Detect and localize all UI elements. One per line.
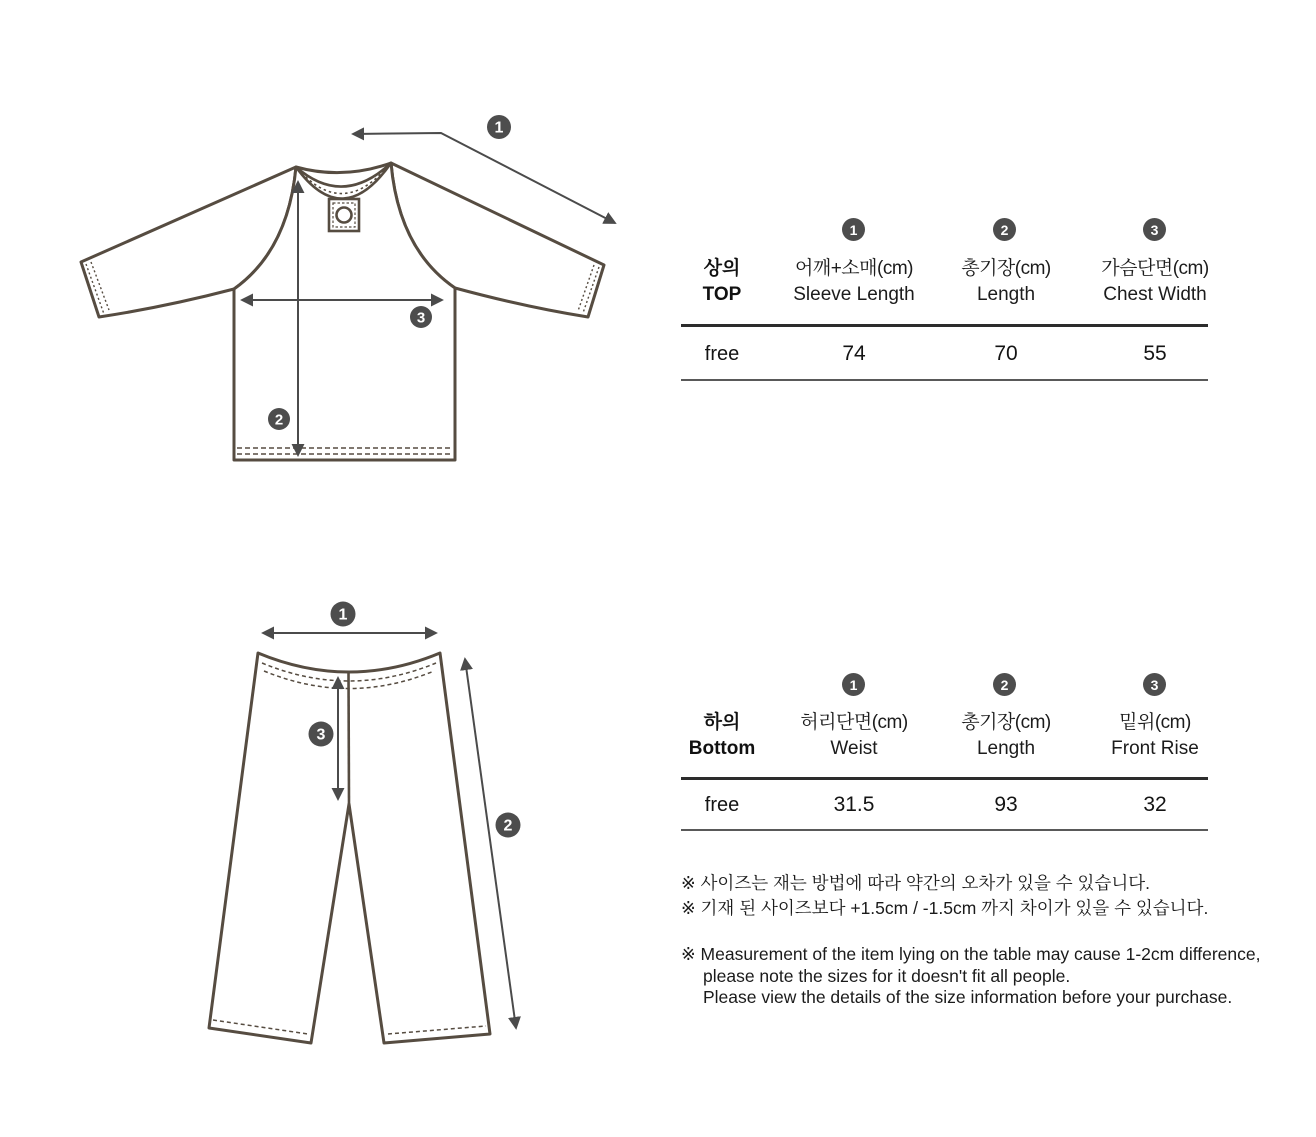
top-size-label: free <box>704 343 740 365</box>
bottom-col2-badge: 2 <box>993 673 1016 696</box>
pants-badge-3 <box>309 722 334 747</box>
svg-text:2: 2 <box>274 411 284 429</box>
bottom-col2-header: 총기장(cm) Length <box>961 712 1051 759</box>
note-en-2: please note the sizes for it doesn't fit all people. <box>703 966 1071 986</box>
top-col3-badge: 3 <box>1143 218 1166 241</box>
svg-text:3: 3 <box>416 309 426 327</box>
top-col2-badge: 2 <box>993 218 1016 241</box>
note-en-3: Please view the details of the size information before your purchase. <box>703 987 1233 1007</box>
bottom-row-label-en: Bottom <box>688 738 756 759</box>
shirt-badge-2 <box>268 408 290 430</box>
note-ko-2: ※ 기재 된 사이즈보다 +1.5cm / -1.5cm 까지 차이가 있을 수 있습니다. <box>681 898 1209 918</box>
bottom-col3-badge: 3 <box>1143 673 1166 696</box>
bottom-garment-diagram <box>0 560 660 1120</box>
bottom-value-3: 32 <box>1143 793 1167 816</box>
shirt-button <box>337 208 352 223</box>
svg-text:3: 3 <box>316 726 326 744</box>
bottom-col1-header: 허리단면(cm) Weist <box>800 712 908 759</box>
top-value-3: 55 <box>1143 342 1167 365</box>
top-col1-header: 어깨+소매(cm) Sleeve Length <box>793 258 915 305</box>
bottom-value-1: 31.5 <box>833 793 875 816</box>
bottom-size-label: free <box>704 794 740 816</box>
top-col2-header: 총기장(cm) Length <box>961 258 1051 305</box>
top-table-rule-bottom <box>681 379 1208 381</box>
note-ko-1: ※ 사이즈는 재는 방법에 따라 약간의 오차가 있을 수 있습니다. <box>681 873 1151 893</box>
svg-text:2: 2 <box>503 817 513 835</box>
top-table-rule-top <box>681 324 1208 327</box>
top-garment-diagram <box>0 0 660 560</box>
top-col3-header: 가슴단면(cm) Chest Width <box>1101 258 1209 305</box>
bottom-value-2: 93 <box>994 793 1018 816</box>
top-row-label-ko: 상의 <box>703 258 741 279</box>
shirt-badge-1 <box>487 115 511 139</box>
bottom-row-label-ko: 하의 <box>703 712 741 733</box>
pants-badge-1 <box>331 602 356 627</box>
pants-badge-2 <box>496 813 521 838</box>
shirt-badge-3 <box>410 306 432 328</box>
bottom-col3-header: 밑위(cm) Front Rise <box>1111 712 1199 759</box>
bottom-table-rule-top <box>681 777 1208 780</box>
note-en-1: ※ Measurement of the item lying on the table may cause 1-2cm difference, <box>681 944 1261 964</box>
top-row-label-en: TOP <box>702 284 742 305</box>
pants-center-seam <box>349 672 350 804</box>
bottom-table-rule-bottom <box>681 829 1208 831</box>
bottom-col1-badge: 1 <box>842 673 865 696</box>
top-col1-badge: 1 <box>842 218 865 241</box>
top-value-1: 74 <box>842 342 866 365</box>
top-value-2: 70 <box>994 342 1018 365</box>
svg-text:1: 1 <box>494 119 504 137</box>
svg-text:1: 1 <box>338 606 348 624</box>
